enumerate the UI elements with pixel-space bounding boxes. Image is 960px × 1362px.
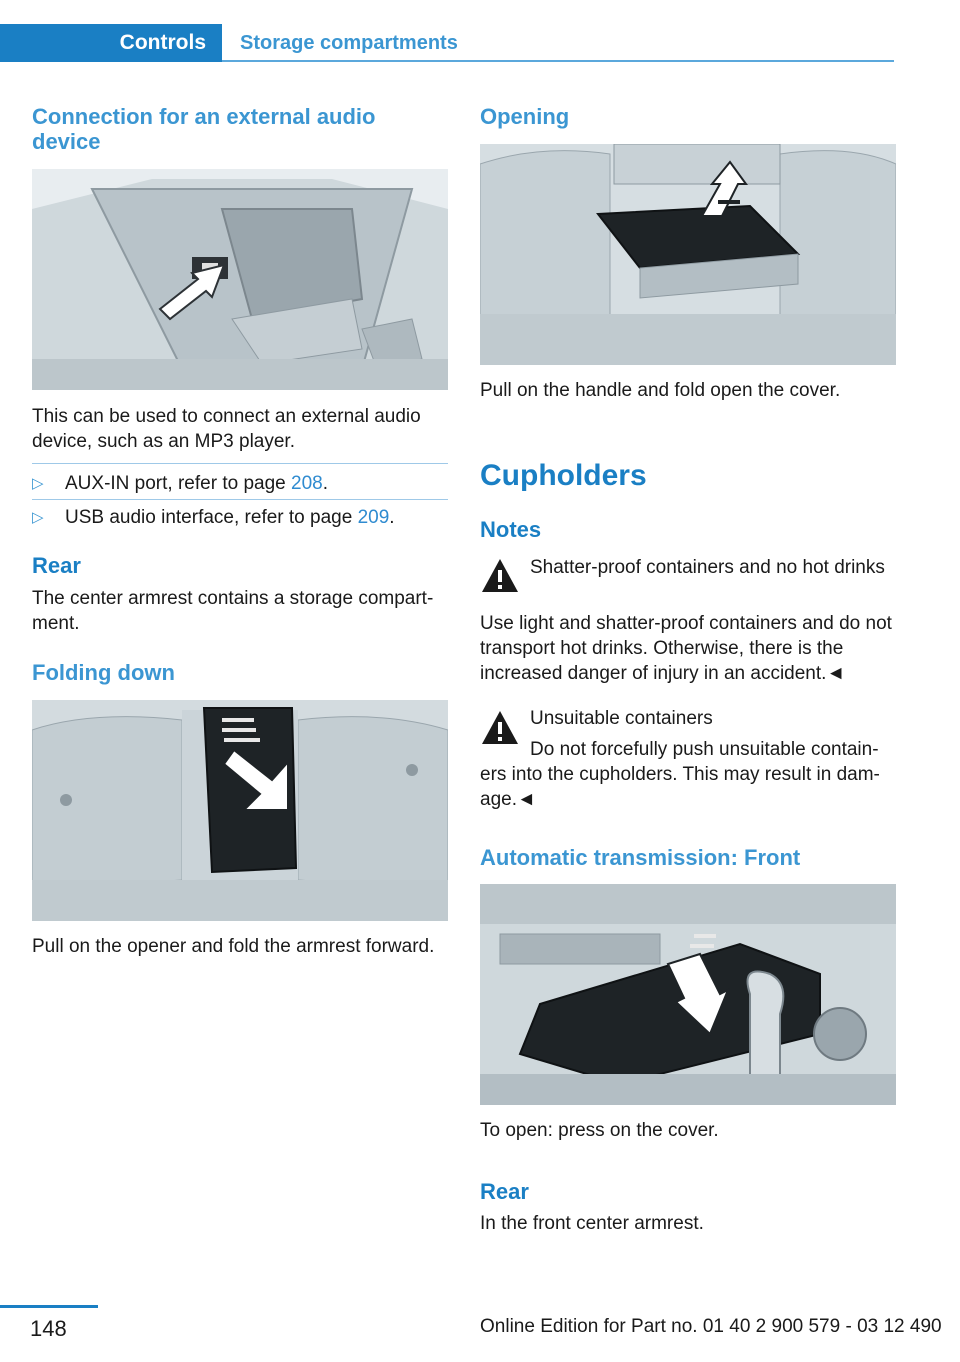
warning-triangle-icon [480, 556, 520, 596]
auto-trans-text: To open: press on the cover. [480, 1120, 719, 1141]
rear-heading: Rear [32, 553, 81, 578]
opening-figure [480, 144, 896, 365]
footer-edition: Online Edition for Part no. 01 40 2 900 579 - 03 12 490 [480, 1316, 942, 1337]
bullet-text: AUX-IN port, refer to page 208. [65, 473, 328, 494]
warning1-title: Shatter-proof containers and no hot drinks [530, 557, 885, 578]
auto-trans-heading: Automatic transmission: Front [480, 845, 801, 870]
bullet-text: USB audio interface, refer to page 209. [65, 507, 395, 528]
opening-heading: Opening [480, 104, 570, 129]
warning2-title: Unsuitable containers [530, 708, 713, 729]
bullet-rule [32, 463, 448, 464]
rear-text: The center armrest contains a storage compart-ment. [32, 588, 434, 634]
ext-audio-text: This can be used to connect an external audio device, such as an MP3 player. [32, 406, 421, 452]
warning2-text: Do not forcefully push unsuitable contain-ers into the cupholders. This may result in dam-age.◄ [480, 739, 880, 810]
bullet-triangle-icon: ▷ [32, 475, 44, 492]
bullet-triangle-icon: ▷ [32, 509, 44, 526]
folding-text: Pull on the opener and fold the armrest forward. [32, 936, 435, 957]
bullet-item-aux [32, 471, 448, 496]
chapter-tab[interactable] [0, 24, 222, 62]
auto-trans-figure [480, 884, 896, 1105]
cupholders-heading: Cupholders [480, 459, 647, 492]
chapter-tab-label: Controls [119, 31, 206, 54]
bullet-item-usb [32, 505, 448, 530]
rear-cupholder-text: In the front center armrest. [480, 1213, 704, 1234]
section-tab[interactable] [222, 24, 458, 62]
section-tab-label: Storage compartments [240, 31, 458, 54]
folding-heading: Folding down [32, 660, 175, 685]
rear-cupholder-heading: Rear [480, 1179, 529, 1204]
folding-figure [32, 700, 448, 921]
warning1-text: Use light and shatter-proof containers and do not transport hot drinks. Otherwise, there is the increased danger of injury in an accident.◄ [480, 613, 892, 684]
page-number: 148 [30, 1316, 67, 1341]
ext-audio-heading: Connection for an external audio device [32, 104, 376, 154]
opening-text: Pull on the handle and fold open the cover. [480, 380, 841, 401]
page-link-209[interactable]: 209 [357, 507, 390, 528]
header-rule [222, 60, 894, 62]
footer-rule [0, 1305, 98, 1308]
notes-heading: Notes [480, 517, 542, 542]
ext-audio-figure [32, 169, 448, 390]
bullet-rule [32, 499, 448, 500]
page-link-208[interactable]: 208 [291, 473, 323, 494]
